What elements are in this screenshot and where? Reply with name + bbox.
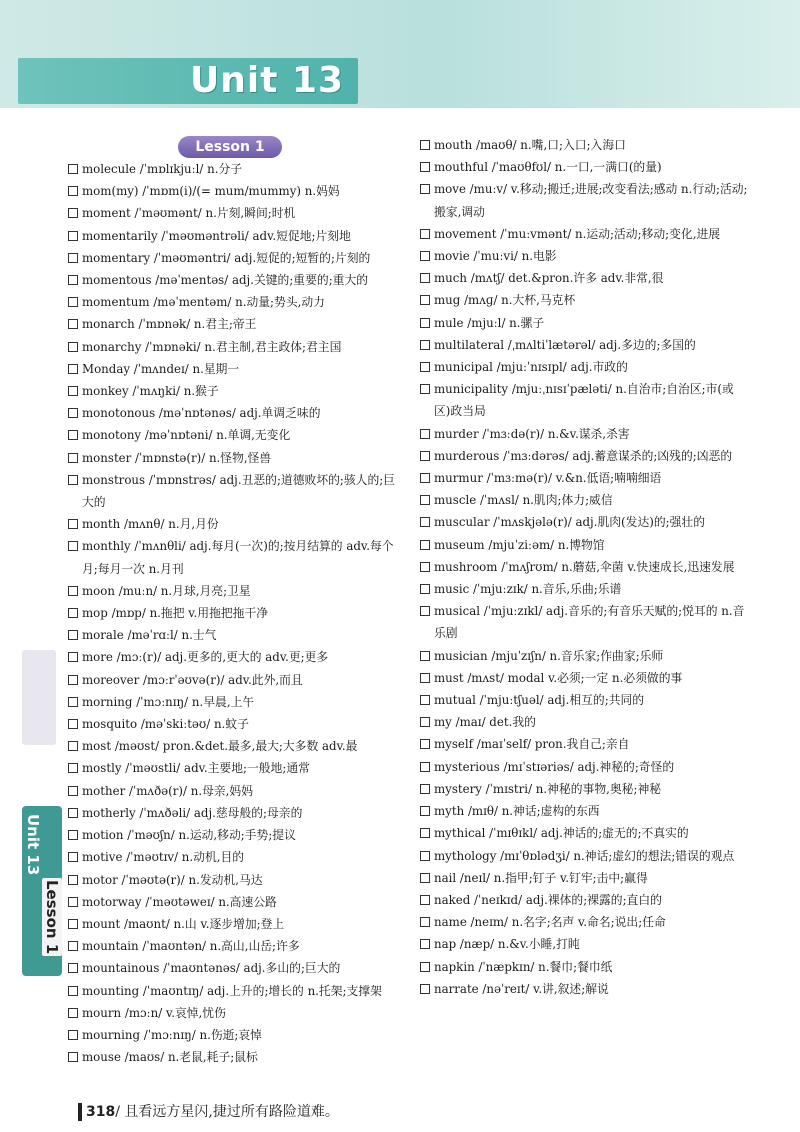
- side-tab-lesson: Lesson 1: [43, 880, 61, 955]
- vocab-entry: myself /maɪˈself/ pron.我自己;亲自: [418, 733, 750, 755]
- vocab-entry: music /ˈmjuːzɪk/ n.音乐,乐曲;乐谱: [418, 578, 750, 600]
- footer-motto: 且看远方星闪,捷过所有路险道难。: [124, 1104, 339, 1120]
- vocab-entry: must /mʌst/ modal v.必须;一定 n.必须做的事: [418, 667, 750, 689]
- vocab-entry: multilateral /ˌmʌltiˈlætərəl/ adj.多边的;多国的: [418, 334, 750, 356]
- vocab-entry: moreover /mɔːrˈəʊvə(r)/ adv.此外,而且: [66, 669, 396, 691]
- page-footer: 318/ 且看远方星闪,捷过所有路险道难。: [78, 1101, 339, 1121]
- vocab-entry: muscle /ˈmʌsl/ n.肌肉;体力;威信: [418, 489, 750, 511]
- vocab-entry: mystery /ˈmɪstri/ n.神秘的事物,奥秘;神秘: [418, 778, 750, 800]
- side-tab-decoration: [22, 650, 56, 745]
- vocab-entry: momentarily /ˈməʊməntrəli/ adv.短促地;片刻地: [66, 225, 396, 247]
- vocab-entry: municipal /mjuːˈnɪsɪpl/ adj.市政的: [418, 356, 750, 378]
- vocab-entry: mythical /ˈmɪθɪkl/ adj.神话的;虚无的;不真实的: [418, 822, 750, 844]
- vocab-entry: nail /neɪl/ n.指甲;钉子 v.钉牢;击中;赢得: [418, 867, 750, 889]
- vocab-entry: mounting /ˈmaʊntɪŋ/ adj.上升的;增长的 n.托架;支撑架: [66, 980, 396, 1002]
- vocab-entry: monster /ˈmɒnstə(r)/ n.怪物,怪兽: [66, 447, 396, 469]
- vocab-entry: mouthful /ˈmaʊθfʊl/ n.一口,一满口(的量): [418, 156, 750, 178]
- vocab-entry: mule /mjuːl/ n.骡子: [418, 312, 750, 334]
- vocab-entry: molecule /ˈmɒlɪkjuːl/ n.分子: [66, 158, 396, 180]
- vocab-entry: moment /ˈməʊmənt/ n.片刻,瞬间;时机: [66, 202, 396, 224]
- footer-bar: [78, 1103, 82, 1121]
- vocab-entry: Monday /ˈmʌndeɪ/ n.星期一: [66, 358, 396, 380]
- vocab-entry: my /maɪ/ det.我的: [418, 711, 750, 733]
- vocab-entry: murmur /ˈmɜːmə(r)/ v.&n.低语;喃喃细语: [418, 467, 750, 489]
- vocab-entry: municipality /mjuːˌnɪsɪˈpæləti/ n.自治市;自治区;市(或区)政当局: [418, 378, 750, 422]
- vocab-entry: mountain /ˈmaʊntən/ n.高山,山岳;许多: [66, 935, 396, 957]
- vocab-entry: mug /mʌɡ/ n.大杯,马克杯: [418, 289, 750, 311]
- vocab-entry: muscular /ˈmʌskjələ(r)/ adj.肌肉(发达)的;强壮的: [418, 511, 750, 533]
- vocab-entry: motor /ˈməʊtə(r)/ n.发动机,马达: [66, 869, 396, 891]
- side-tab: [22, 806, 62, 976]
- vocab-entry: monstrous /ˈmɒnstrəs/ adj.丑恶的;道德败坏的;骇人的;巨大的: [66, 469, 396, 513]
- vocab-entry: mother /ˈmʌðə(r)/ n.母亲,妈妈: [66, 780, 396, 802]
- vocab-entry: momentum /məˈmentəm/ n.动量;势头,动力: [66, 291, 396, 313]
- vocab-entry: monotonous /məˈnɒtənəs/ adj.单调乏味的: [66, 402, 396, 424]
- vocab-entry: moon /muːn/ n.月球,月亮;卫星: [66, 580, 396, 602]
- vocab-entry: mourning /ˈmɔːnɪŋ/ n.伤逝;哀悼: [66, 1024, 396, 1046]
- vocab-entry: mount /maʊnt/ n.山 v.逐步增加;登上: [66, 913, 396, 935]
- vocab-entry: morale /məˈrɑːl/ n.士气: [66, 624, 396, 646]
- lesson-label: Lesson 1: [178, 136, 282, 158]
- unit-title: Unit 13: [190, 60, 345, 101]
- vocab-entry: napkin /ˈnæpkɪn/ n.餐巾;餐巾纸: [418, 956, 750, 978]
- vocab-entry: murder /ˈmɜːdə(r)/ n.&v.谋杀,杀害: [418, 423, 750, 445]
- vocab-entry: mourn /mɔːn/ v.哀悼,忧伤: [66, 1002, 396, 1024]
- vocab-entry: mom(my) /ˈmɒm(i)/(= mum/mummy) n.妈妈: [66, 180, 396, 202]
- vocab-entry: myth /mɪθ/ n.神话;虚构的东西: [418, 800, 750, 822]
- vocab-entry: nap /næp/ n.&v.小睡,打盹: [418, 933, 750, 955]
- vocab-entry: motive /ˈməʊtɪv/ n.动机,目的: [66, 846, 396, 868]
- vocab-entry: naked /ˈneɪkɪd/ adj.裸体的;裸露的;直白的: [418, 889, 750, 911]
- vocab-entry: musical /ˈmjuːzɪkl/ adj.音乐的;有音乐天赋的;悦耳的 n.音乐剧: [418, 600, 750, 644]
- vocab-entry: monkey /ˈmʌŋki/ n.猴子: [66, 380, 396, 402]
- vocab-entry: name /neɪm/ n.名字;名声 v.命名;说出;任命: [418, 911, 750, 933]
- vocab-entry: monotony /məˈnɒtəni/ n.单调,无变化: [66, 424, 396, 446]
- left-column: [66, 158, 396, 1068]
- vocab-entry: mutual /ˈmjuːtʃuəl/ adj.相互的;共同的: [418, 689, 750, 711]
- vocab-entry: motion /ˈməʊʃn/ n.运动,移动;手势;提议: [66, 824, 396, 846]
- vocab-entry: motorway /ˈməʊtəweɪ/ n.高速公路: [66, 891, 396, 913]
- vocab-entry: mountainous /ˈmaʊntənəs/ adj.多山的;巨大的: [66, 957, 396, 979]
- unit-banner: [0, 0, 800, 108]
- vocab-entry: murderous /ˈmɜːdərəs/ adj.蓄意谋杀的;凶残的;凶恶的: [418, 445, 750, 467]
- vocab-entry: museum /mjuˈziːəm/ n.博物馆: [418, 534, 750, 556]
- vocab-entry: mop /mɒp/ n.拖把 v.用拖把拖干净: [66, 602, 396, 624]
- vocab-entry: mosquito /məˈskiːtəʊ/ n.蚊子: [66, 713, 396, 735]
- vocab-entry: most /məʊst/ pron.&det.最多,最大;大多数 adv.最: [66, 735, 396, 757]
- vocab-entry: morning /ˈmɔːnɪŋ/ n.早晨,上午: [66, 691, 396, 713]
- vocab-entry: move /muːv/ v.移动;搬迁;进展;改变看法;感动 n.行动;活动;搬家,调动: [418, 178, 750, 222]
- vocab-entry: mysterious /mɪˈstɪəriəs/ adj.神秘的;奇怪的: [418, 756, 750, 778]
- vocab-entry: mouse /maʊs/ n.老鼠,耗子;鼠标: [66, 1046, 396, 1068]
- vocab-entry: monthly /ˈmʌnθli/ adj.每月(一次)的;按月结算的 adv.每个月;每月一次 n.月刊: [66, 535, 396, 579]
- vocab-entry: mythology /mɪˈθɒlədʒi/ n.神话;虚幻的想法;错误的观点: [418, 845, 750, 867]
- vocab-entry: more /mɔː(r)/ adj.更多的,更大的 adv.更;更多: [66, 646, 396, 668]
- right-column: [418, 134, 750, 1000]
- vocab-entry: month /mʌnθ/ n.月,月份: [66, 513, 396, 535]
- side-tab-unit: Unit 13: [24, 814, 42, 876]
- vocab-entry: monarch /ˈmɒnək/ n.君主;帝王: [66, 313, 396, 335]
- vocab-entry: monarchy /ˈmɒnəki/ n.君主制,君主政体;君主国: [66, 336, 396, 358]
- vocab-entry: narrate /nəˈreɪt/ v.讲,叙述;解说: [418, 978, 750, 1000]
- vocab-entry: movement /ˈmuːvmənt/ n.运动;活动;移动;变化,进展: [418, 223, 750, 245]
- vocab-entry: momentous /məˈmentəs/ adj.关键的;重要的;重大的: [66, 269, 396, 291]
- vocab-entry: musician /mjuˈzɪʃn/ n.音乐家;作曲家;乐师: [418, 645, 750, 667]
- vocab-entry: mushroom /ˈmʌʃrʊm/ n.蘑菇,伞菌 v.快速成长,迅速发展: [418, 556, 750, 578]
- page-number: 318: [86, 1104, 116, 1120]
- vocab-entry: much /mʌtʃ/ det.&pron.许多 adv.非常,很: [418, 267, 750, 289]
- vocab-entry: mostly /ˈməʊstli/ adv.主要地;一般地;通常: [66, 757, 396, 779]
- vocab-entry: momentary /ˈməʊməntri/ adj.短促的;短暂的;片刻的: [66, 247, 396, 269]
- vocab-entry: movie /ˈmuːvi/ n.电影: [418, 245, 750, 267]
- vocab-entry: mouth /maʊθ/ n.嘴,口;入口;入海口: [418, 134, 750, 156]
- vocab-entry: motherly /ˈmʌðəli/ adj.慈母般的;母亲的: [66, 802, 396, 824]
